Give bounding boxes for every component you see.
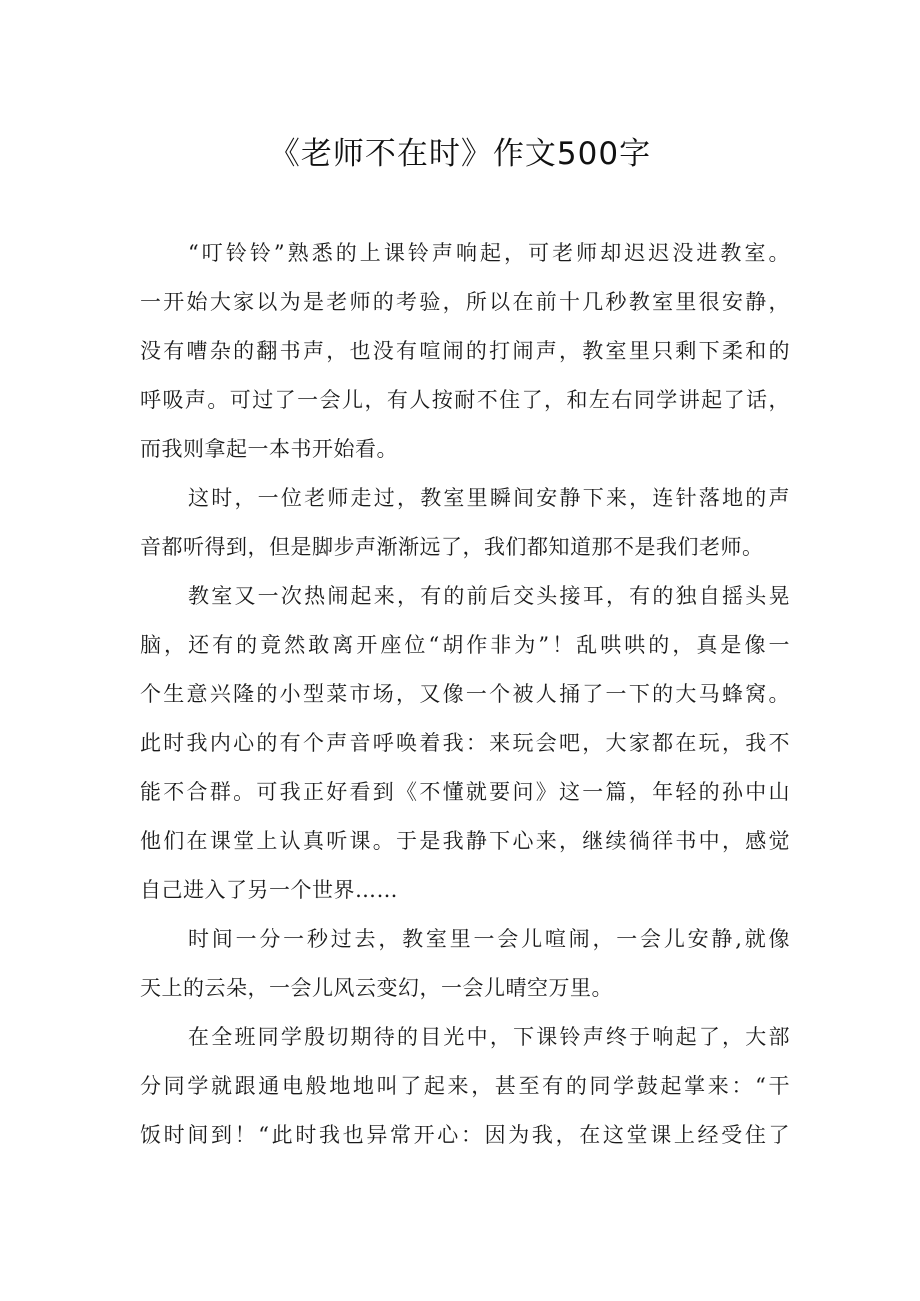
text-line: 能不合群。可我正好看到《不懂就要问》这一篇，年轻的孙中山: [140, 780, 790, 804]
text-line: 时间一分一秒过去，教室里一会儿喧闹，一会儿安静,就像: [188, 927, 790, 951]
text-line: 脑，还有的竟然敢离开座位“胡作非为”！乱哄哄的，真是像一: [140, 633, 790, 657]
text-line: 这时，一位老师走过，教室里瞬间安静下来，连针落地的声: [188, 486, 790, 510]
text-line: 天上的云朵，一会儿风云变幻，一会儿晴空万里。: [140, 976, 613, 1000]
text-line: 分同学就跟通电般地地叫了起来，甚至有的同学鼓起掌来：“干: [140, 1074, 790, 1098]
text-line: 而我则拿起一本书开始看。: [140, 437, 398, 461]
text-line: 自己进入了另一个世界……: [140, 878, 398, 902]
paragraph: [140, 572, 790, 915]
text-line: 他们在课堂上认真听课。于是我静下心来，继续徜徉书中，感觉: [140, 829, 790, 853]
text-line: 此时我内心的有个声音呼唤着我：来玩会吧，大家都在玩，我不: [140, 731, 790, 755]
text-line: 个生意兴隆的小型菜市场，又像一个被人捅了一下的大马蜂窝。: [140, 682, 790, 706]
document-body: [140, 229, 790, 1160]
text-line: 教室又一次热闹起来，有的前后交头接耳，有的独自摇头晃: [188, 584, 790, 608]
text-line: 没有嘈杂的翻书声，也没有喧闹的打闹声，教室里只剩下柔和的: [140, 339, 790, 363]
paragraph: [140, 915, 790, 1013]
text-line: 饭时间到！“此时我也异常开心：因为我，在这堂课上经受住了: [140, 1123, 790, 1147]
paragraph: [140, 229, 790, 474]
text-line: “叮铃铃”熟悉的上课铃声响起，可老师却迟迟没进教室。: [188, 241, 790, 265]
paragraph: [140, 1013, 790, 1160]
document-title: 《老师不在时》作文500字: [268, 136, 652, 172]
paragraph: [140, 474, 790, 572]
text-line: 音都听得到，但是脚步声渐渐远了，我们都知道那不是我们老师。: [140, 535, 764, 559]
text-line: 在全班同学殷切期待的目光中，下课铃声终于响起了，大部: [188, 1025, 790, 1049]
text-line: 呼吸声。可过了一会儿，有人按耐不住了，和左右同学讲起了话，: [140, 388, 790, 412]
text-line: 一开始大家以为是老师的考验，所以在前十几秒教室里很安静，: [140, 290, 790, 314]
